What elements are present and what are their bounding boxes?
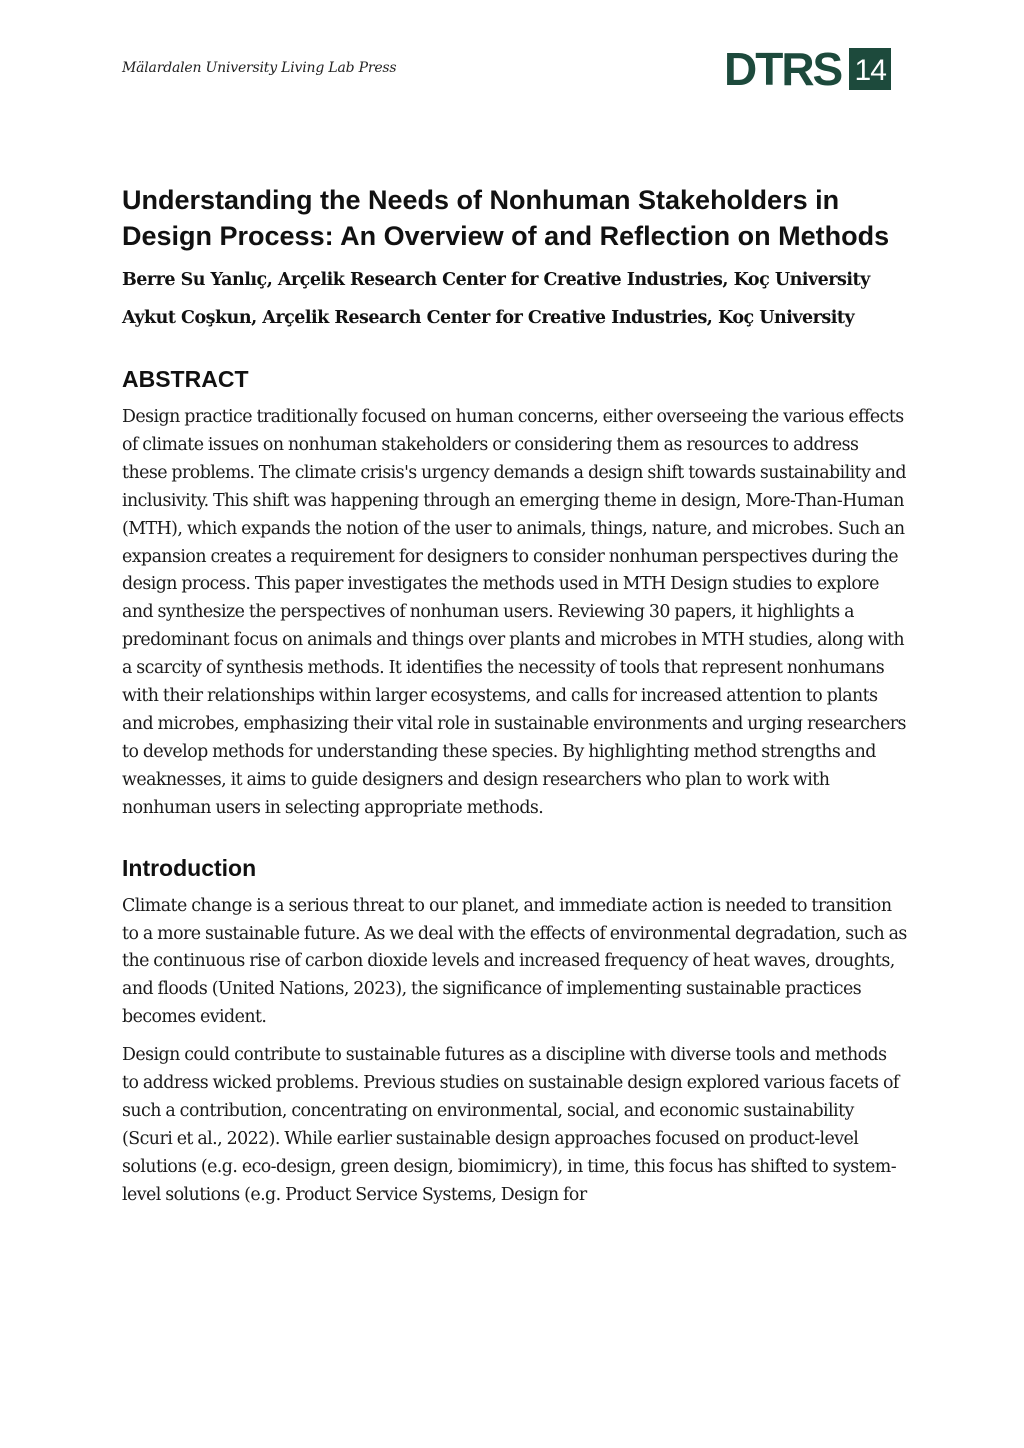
abstract-text: Design practice traditionally focused on human concerns, either overseeing the various effects of climate issues on nonhuman stakeholders or considering them as resources to address these problems. The climate crisis's urgency demands a design shift towards sustainability and inclusivity. This shift was happening through an emerging theme in design, More-Than-Human (MTH), which expands the notion of the user to animals, things, nature, and microbes. Such an expansion creates a requirement for designers to consider nonhuman perspectives during the design process. This paper investigates the methods used in MTH Design studies to explore and synthesize the perspectives of nonhuman users. Reviewing 30 papers, it highlights a predominant focus on animals and things over plants and microbes in MTH studies, along with a scarcity of synthesis methods. It identifies the necessity of tools that represent nonhumans with their relationships within larger ecosystems, and calls for increased attention to plants and microbes, emphasizing their vital role in sustainable environments and urging researchers to develop methods for understanding these species. By highlighting method strengths and weaknesses, it aims to guide designers and design researchers who plan to work with nonhuman users in selecting appropriate methods. [122, 407, 906, 818]
intro-paragraph: Design could contribute to sustainable futures as a discipline with diverse tools and methods to address wicked problems. Previous studies on sustainable design explored various facets of such a contribution, concentrating on environmental, social, and economic sustainability (Scuri et al., 2022). While earlier sustainable design approaches focused on product-level solutions (e.g. eco-design, green design, biomimicry), in time, this focus has shifted to system-level solutions (e.g. Product Service Systems, Design for [122, 1045, 899, 1205]
intro-paragraph: Climate change is a serious threat to our planet, and immediate action is needed to transition to a more sustainable future. As we deal with the effects of environmental degradation, such as the continuous rise of carbon dioxide levels and increased frequency of heat waves, droughts, and floods (United Nations, 2023), the significance of implementing sustainable practices becomes evident. [122, 895, 907, 1028]
paper-content [122, 182, 907, 1210]
publisher-name: Mälardalen University Living Lab Press [122, 60, 397, 76]
logo-number: 14 [849, 48, 891, 90]
abstract-heading: ABSTRACT [122, 366, 249, 392]
author-line: Aykut Coşkun, Arçelik Research Center for Creative Industries, Koç University [122, 308, 855, 328]
author-line: Berre Su Yanlıç, Arçelik Research Center for Creative Industries, Koç University [122, 270, 870, 290]
paper-title: Understanding the Needs of Nonhuman Stakeholders in Design Process: An Overview of and Reflection on Methods [122, 185, 890, 251]
dtrs-logo [724, 43, 891, 95]
logo-text: DTRS [724, 43, 842, 95]
introduction-heading: Introduction [122, 854, 257, 881]
